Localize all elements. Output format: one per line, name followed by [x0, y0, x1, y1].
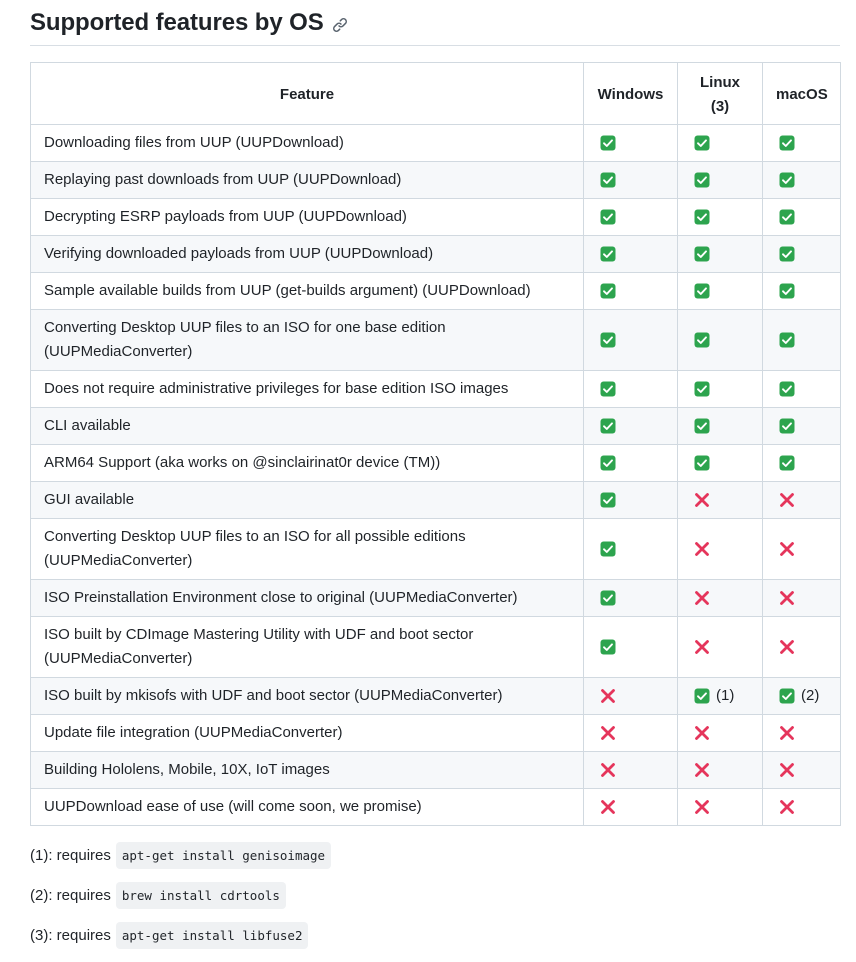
- check-mark-icon: [600, 590, 616, 606]
- check-mark-icon: [779, 135, 795, 151]
- macos-status-cell: [763, 482, 841, 519]
- linux-status-cell: [678, 310, 763, 371]
- cross-mark-icon: [600, 688, 616, 704]
- feature-text: ARM64 Support (aka works on @sinclairinat0r device (TM)): [44, 454, 441, 471]
- header-feature: Feature: [31, 63, 584, 125]
- windows-status-cell: [584, 715, 678, 752]
- check-mark-icon: [779, 283, 795, 299]
- table-row: [31, 273, 841, 310]
- macos-status-cell: [763, 715, 841, 752]
- link-icon[interactable]: [332, 17, 348, 33]
- footnote-2: [30, 884, 840, 907]
- table-row: [31, 580, 841, 617]
- linux-status-cell: [678, 482, 763, 519]
- feature-cell: [31, 715, 584, 752]
- check-mark-icon: [694, 381, 710, 397]
- feature-cell: [31, 125, 584, 162]
- feature-text: Building Hololens, Mobile, 10X, IoT images: [44, 761, 330, 778]
- macos-status-cell: [763, 752, 841, 789]
- check-mark-icon: [779, 209, 795, 225]
- feature-cell: [31, 162, 584, 199]
- macos-status-cell: [763, 519, 841, 580]
- check-mark-icon: [694, 455, 710, 471]
- cross-mark-icon: [779, 590, 795, 606]
- feature-text: Downloading files from UUP (UUPDownload): [44, 134, 344, 151]
- macos-status-cell: [763, 199, 841, 236]
- table-row: [31, 371, 841, 408]
- check-mark-icon: [694, 135, 710, 151]
- footnote-label: (3): requires: [30, 927, 111, 944]
- feature-text: CLI available: [44, 417, 131, 434]
- windows-status-cell: [584, 236, 678, 273]
- cross-mark-icon: [779, 541, 795, 557]
- windows-status-cell: [584, 752, 678, 789]
- feature-cell: [31, 408, 584, 445]
- footnote-ref: (2): [801, 687, 820, 705]
- feature-cell: [31, 371, 584, 408]
- check-mark-icon: [694, 246, 710, 262]
- check-mark-icon: [779, 172, 795, 188]
- check-mark-icon: [779, 332, 795, 348]
- feature-text: Decrypting ESRP payloads from UUP (UUPDownload): [44, 208, 407, 225]
- windows-status-cell: [584, 408, 678, 445]
- windows-status-cell: [584, 125, 678, 162]
- feature-cell: [31, 617, 584, 678]
- macos-status-cell: [763, 678, 841, 715]
- feature-text: Verifying downloaded payloads from UUP (UUPDownload): [44, 245, 434, 262]
- table-row: [31, 199, 841, 236]
- cross-mark-icon: [600, 799, 616, 815]
- feature-text-line2: (UUPMediaConverter): [44, 552, 193, 569]
- feature-cell: [31, 519, 584, 580]
- feature-text-line1: ISO built by CDImage Mastering Utility with UDF and boot sector: [44, 626, 474, 643]
- footnote-1: [30, 844, 840, 867]
- footnote-label: (2): requires: [30, 887, 111, 904]
- linux-status-cell: [678, 125, 763, 162]
- feature-text-line2: (UUPMediaConverter): [44, 343, 193, 360]
- linux-status-cell: [678, 519, 763, 580]
- check-mark-icon: [600, 639, 616, 655]
- cross-mark-icon: [694, 492, 710, 508]
- check-mark-icon: [600, 283, 616, 299]
- check-mark-icon: [600, 135, 616, 151]
- linux-status-cell: [678, 752, 763, 789]
- table-body: [31, 125, 841, 826]
- check-mark-icon: [600, 209, 616, 225]
- check-mark-icon: [779, 688, 795, 704]
- table-row: [31, 236, 841, 273]
- macos-status-cell: [763, 162, 841, 199]
- check-mark-icon: [600, 381, 616, 397]
- check-mark-icon: [600, 172, 616, 188]
- header-linux-label: Linux: [700, 73, 740, 91]
- feature-text-line2: (UUPMediaConverter): [44, 650, 193, 667]
- table-header: [31, 63, 841, 125]
- cross-mark-icon: [694, 639, 710, 655]
- cross-mark-icon: [779, 639, 795, 655]
- table-row: [31, 445, 841, 482]
- feature-text: Sample available builds from UUP (get-builds argument) (UUPDownload): [44, 282, 531, 299]
- feature-cell: [31, 752, 584, 789]
- feature-cell: [31, 678, 584, 715]
- table-row: [31, 678, 841, 715]
- check-mark-icon: [600, 492, 616, 508]
- cross-mark-icon: [694, 725, 710, 741]
- feature-cell: [31, 789, 584, 826]
- header-linux: [678, 63, 763, 125]
- feature-text: ISO Preinstallation Environment close to original (UUPMediaConverter): [44, 589, 518, 606]
- macos-status-cell: [763, 617, 841, 678]
- macos-status-cell: [763, 125, 841, 162]
- table-row: [31, 715, 841, 752]
- table-row: [31, 125, 841, 162]
- table-row: [31, 789, 841, 826]
- windows-status-cell: [584, 162, 678, 199]
- check-mark-icon: [694, 283, 710, 299]
- features-table: [30, 62, 841, 826]
- cross-mark-icon: [779, 762, 795, 778]
- linux-status-cell: [678, 408, 763, 445]
- macos-status-cell: [763, 371, 841, 408]
- cross-mark-icon: [694, 762, 710, 778]
- table-row: [31, 408, 841, 445]
- feature-text: Replaying past downloads from UUP (UUPDownload): [44, 171, 402, 188]
- check-mark-icon: [694, 418, 710, 434]
- macos-status-cell: [763, 445, 841, 482]
- table-row: [31, 752, 841, 789]
- footnotes: [30, 844, 840, 947]
- page-title: Supported features by OS: [30, 8, 324, 36]
- windows-status-cell: [584, 310, 678, 371]
- feature-cell: [31, 310, 584, 371]
- footnote-command: apt-get install genisoimage: [116, 842, 331, 869]
- windows-status-cell: [584, 371, 678, 408]
- linux-status-cell: [678, 162, 763, 199]
- cross-mark-icon: [779, 799, 795, 815]
- windows-status-cell: [584, 273, 678, 310]
- feature-cell: [31, 482, 584, 519]
- check-mark-icon: [779, 381, 795, 397]
- macos-status-cell: [763, 580, 841, 617]
- windows-status-cell: [584, 482, 678, 519]
- footnote-ref: (1): [716, 687, 735, 705]
- windows-status-cell: [584, 678, 678, 715]
- check-mark-icon: [694, 209, 710, 225]
- macos-status-cell: [763, 789, 841, 826]
- footnote-label: (1): requires: [30, 847, 111, 864]
- linux-status-cell: [678, 715, 763, 752]
- feature-cell: [31, 199, 584, 236]
- linux-status-cell: [678, 789, 763, 826]
- windows-status-cell: [584, 519, 678, 580]
- check-mark-icon: [779, 455, 795, 471]
- check-mark-icon: [694, 688, 710, 704]
- feature-cell: [31, 236, 584, 273]
- linux-status-cell: [678, 617, 763, 678]
- feature-cell: [31, 580, 584, 617]
- table-row: [31, 617, 841, 678]
- macos-status-cell: [763, 236, 841, 273]
- feature-text: Does not require administrative privileges for base edition ISO images: [44, 380, 509, 397]
- cross-mark-icon: [694, 799, 710, 815]
- windows-status-cell: [584, 580, 678, 617]
- linux-status-cell: [678, 199, 763, 236]
- feature-text: Update file integration (UUPMediaConverter): [44, 724, 343, 741]
- header-macos: macOS: [763, 63, 841, 125]
- check-mark-icon: [600, 418, 616, 434]
- macos-status-cell: [763, 408, 841, 445]
- linux-status-cell: [678, 580, 763, 617]
- windows-status-cell: [584, 617, 678, 678]
- feature-cell: [31, 445, 584, 482]
- table-row: [31, 482, 841, 519]
- feature-cell: [31, 273, 584, 310]
- linux-status-cell: [678, 273, 763, 310]
- windows-status-cell: [584, 789, 678, 826]
- linux-status-cell: [678, 371, 763, 408]
- header-linux-footnote: (3): [710, 97, 730, 115]
- feature-text: UUPDownload ease of use (will come soon, we promise): [44, 798, 422, 815]
- header-windows: Windows: [584, 63, 678, 125]
- windows-status-cell: [584, 445, 678, 482]
- check-mark-icon: [694, 172, 710, 188]
- cross-mark-icon: [600, 762, 616, 778]
- check-mark-icon: [779, 418, 795, 434]
- check-mark-icon: [694, 332, 710, 348]
- cross-mark-icon: [779, 725, 795, 741]
- table-row: [31, 162, 841, 199]
- check-mark-icon: [600, 541, 616, 557]
- footnote-3: [30, 924, 840, 947]
- windows-status-cell: [584, 199, 678, 236]
- cross-mark-icon: [694, 541, 710, 557]
- macos-status-cell: [763, 273, 841, 310]
- feature-text: GUI available: [44, 491, 135, 508]
- footnote-command: apt-get install libfuse2: [116, 922, 309, 949]
- check-mark-icon: [600, 332, 616, 348]
- linux-status-cell: [678, 445, 763, 482]
- footnote-command: brew install cdrtools: [116, 882, 286, 909]
- cross-mark-icon: [600, 725, 616, 741]
- table-row: [31, 519, 841, 580]
- cross-mark-icon: [779, 492, 795, 508]
- feature-text-line1: Converting Desktop UUP files to an ISO for all possible editions: [44, 528, 466, 545]
- section-heading: [30, 0, 840, 46]
- feature-text-line1: Converting Desktop UUP files to an ISO for one base edition: [44, 319, 446, 336]
- linux-status-cell: [678, 236, 763, 273]
- table-row: [31, 310, 841, 371]
- check-mark-icon: [600, 246, 616, 262]
- feature-text: ISO built by mkisofs with UDF and boot sector (UUPMediaConverter): [44, 687, 503, 704]
- macos-status-cell: [763, 310, 841, 371]
- check-mark-icon: [779, 246, 795, 262]
- cross-mark-icon: [694, 590, 710, 606]
- linux-status-cell: [678, 678, 763, 715]
- check-mark-icon: [600, 455, 616, 471]
